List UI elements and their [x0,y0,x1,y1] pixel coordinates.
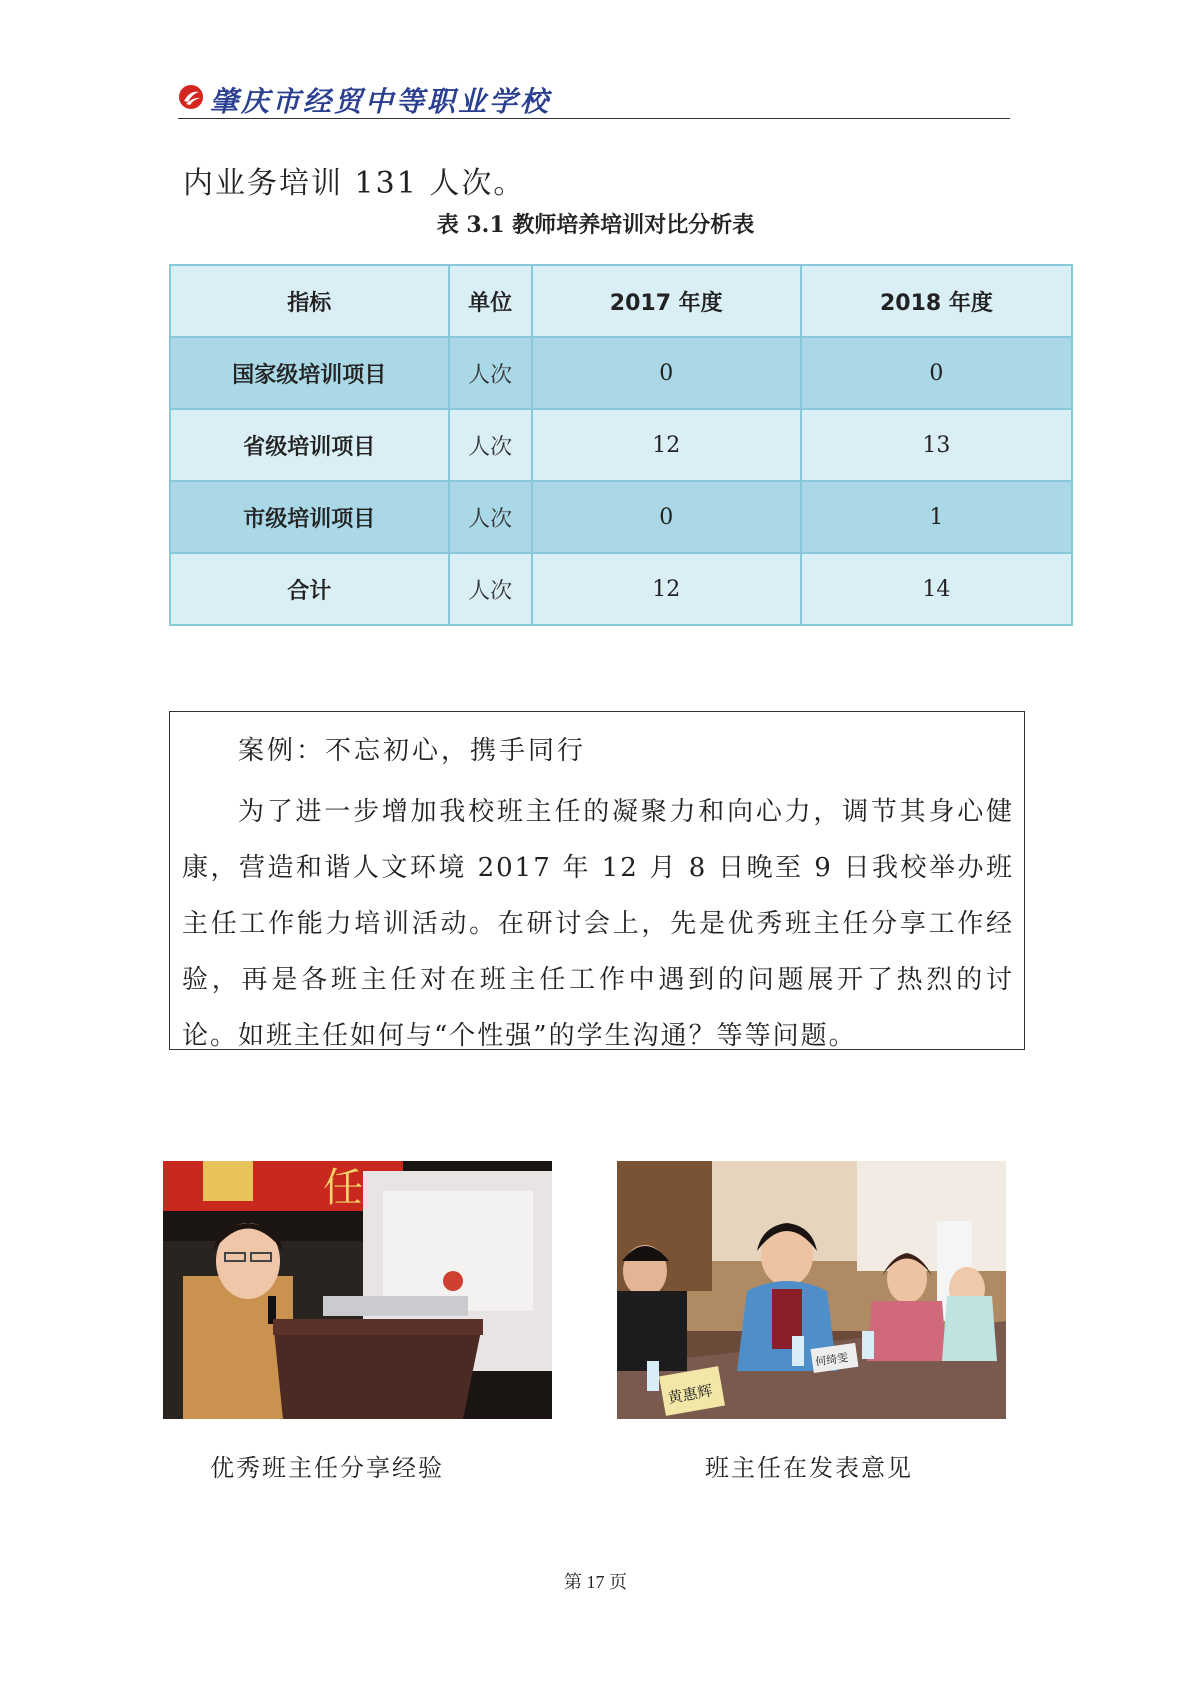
case-title: 案例：不忘初心，携手同行 [238,736,587,766]
row-2017-value: 12 [532,409,801,481]
training-comparison-table [169,264,1073,626]
table-row [170,481,1072,553]
row-2017-value: 0 [532,481,801,553]
row-indicator: 省级培训项目 [170,409,449,481]
case-study-box [169,711,1025,1050]
row-2018-value: 1 [801,481,1072,553]
intro-text: 内业务培训 131 人次。 [183,166,526,201]
photo-teachers-discussing [617,1161,1006,1419]
case-body: 为了进一步增加我校班主任的凝聚力和向心力，调节其身心健康，营造和谐人文环境 2017 年 12 月 8 日晚至 9 日我校举办班主任工作能力培训活动。在研讨会上，先是优秀班主任分享工作经验，再是各班主任对在班主任工作中遇到的问题展开了热烈的讨论。如班主任如何与“个性强”的学生沟通？等等问题。 [182,797,1014,1051]
table-title: 表 3.1 教师培养培训对比分析表 [436,212,755,238]
header-unit: 单位 [449,265,532,337]
photo-teachers-discussing-illustration [617,1161,1006,1419]
school-logo-icon [178,84,204,110]
table-row [170,409,1072,481]
name-card-2: 何绮雯 [814,1351,849,1369]
row-unit: 人次 [449,337,532,409]
photo-caption-left: 优秀班主任分享经验 [210,1454,444,1482]
name-card-1: 黄惠辉 [666,1381,714,1408]
header-2018: 2018 年度 [801,265,1072,337]
row-2017-value: 12 [532,553,801,625]
header-2017: 2017 年度 [532,265,801,337]
page-number: 第 17 页 [564,1572,627,1592]
row-indicator: 合计 [170,553,449,625]
table-row [170,553,1072,625]
row-unit: 人次 [449,481,532,553]
row-unit: 人次 [449,409,532,481]
page-header [178,78,1010,119]
row-indicator: 国家级培训项目 [170,337,449,409]
row-2018-value: 0 [801,337,1072,409]
table-row [170,337,1072,409]
row-2017-value: 0 [532,337,801,409]
row-2018-value: 14 [801,553,1072,625]
photo-caption-right: 班主任在发表意见 [705,1454,913,1482]
header-indicator: 指标 [170,265,449,337]
school-name: 肇庆市经贸中等职业学校 [210,85,552,118]
row-2018-value: 13 [801,409,1072,481]
photo-teacher-sharing [163,1161,552,1419]
row-unit: 人次 [449,553,532,625]
banner-character: 任 [323,1165,363,1211]
photo-teacher-sharing-illustration [163,1161,552,1419]
row-indicator: 市级培训项目 [170,481,449,553]
table-header-row [170,265,1072,337]
